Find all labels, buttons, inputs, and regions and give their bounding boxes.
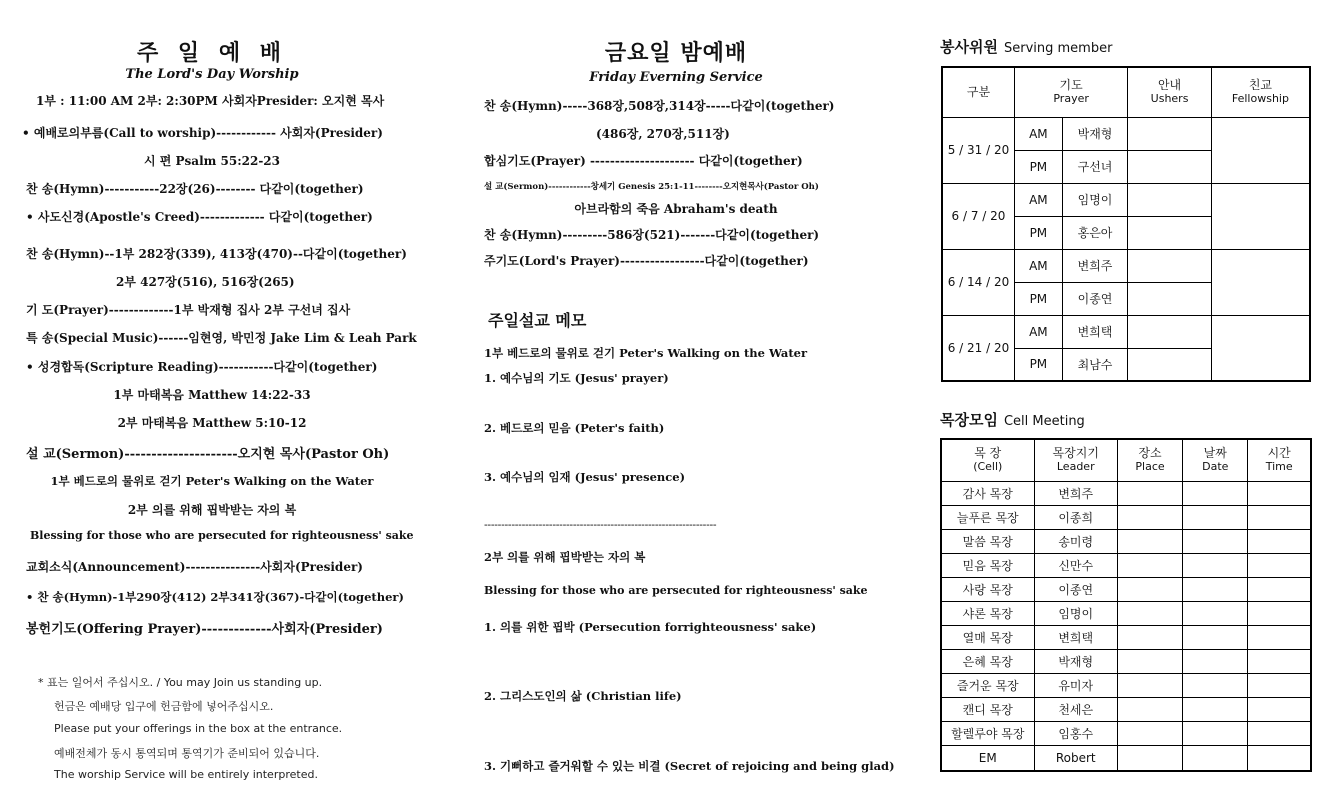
leader-name: 임명이 (1034, 601, 1117, 625)
date-cell (1183, 601, 1248, 625)
ushers-cell (1128, 183, 1212, 216)
memo-line: 3. 예수님의 임재 (Jesus' presence) (484, 470, 686, 484)
cell-name: 즐거운 목장 (941, 673, 1034, 697)
table-row (941, 577, 1311, 601)
date-cell (1183, 553, 1248, 577)
time-cell (1248, 649, 1311, 673)
ushers-cell (1128, 249, 1212, 282)
place-cell (1117, 601, 1182, 625)
place-cell (1117, 553, 1182, 577)
header-fellowship: 친교 Fellowship (1211, 67, 1310, 117)
memo-line: 2. 그리스도인의 삶 (Christian life) (484, 689, 682, 703)
header-date: 날짜 Date (1183, 439, 1248, 481)
memo-line: 2. 베드로의 믿음 (Peter's faith) (484, 421, 665, 435)
leader-name: 임홍수 (1034, 721, 1117, 745)
leader-name: 유미자 (1034, 673, 1117, 697)
note-line: 예배전체가 동시 통역되며 통역기가 준비되어 있습니다. (54, 747, 320, 760)
note-line: * 표는 일어서 주십시오. / You may Join us standing up. (38, 676, 323, 689)
header-place: 장소 Place (1117, 439, 1182, 481)
leader-name: 신만수 (1034, 553, 1117, 577)
fellowship-cell (1211, 117, 1310, 183)
serving-table (941, 66, 1311, 382)
time-cell (1248, 697, 1311, 721)
fellowship-cell (1211, 249, 1310, 315)
memo-line: 3. 기뻐하고 즐거워할 수 있는 비결 (Secret of rejoicing and being glad) (484, 759, 895, 773)
serving-header (940, 36, 1112, 57)
order-item: 찬 송(Hymn)--1부 282장(339), 413장(470)--다같이(together) (26, 247, 407, 261)
place-cell (1117, 505, 1182, 529)
cell-name: 은혜 목장 (941, 649, 1034, 673)
date-cell: 6 / 14 / 20 (942, 249, 1014, 315)
cell-name: 감사 목장 (941, 481, 1034, 505)
place-cell (1117, 649, 1182, 673)
cell-name: 말씀 목장 (941, 529, 1034, 553)
sunday-time-line: 1부 : 11:00 AM 2부: 2:30PM 사회자Presider: 오지현 목사 (36, 94, 385, 108)
time-cell (1248, 673, 1311, 697)
table-row (941, 505, 1311, 529)
time-cell (1248, 553, 1311, 577)
memo-line: Blessing for those who are persecuted for righteousness' sake (484, 584, 868, 597)
date-cell (1183, 625, 1248, 649)
place-cell (1117, 625, 1182, 649)
sunday-subtitle: The Lord's Day Worship (125, 67, 299, 82)
date-cell (1183, 577, 1248, 601)
memo-line: 1. 의를 위한 핍박 (Persecution forrighteousness' sake) (484, 620, 817, 634)
name-cell: 구선녀 (1062, 150, 1128, 183)
place-cell (1117, 529, 1182, 553)
order-item: 아브라함의 죽음 Abraham's death (574, 202, 778, 216)
table-row (941, 601, 1311, 625)
table-row (941, 553, 1311, 577)
date-cell: 6 / 21 / 20 (942, 315, 1014, 381)
leader-name: 이종연 (1034, 577, 1117, 601)
serving-title-en: Serving member (1003, 41, 1113, 56)
order-item: 2부 의를 위해 핍박받는 자의 복 (127, 503, 297, 517)
fellowship-cell (1211, 183, 1310, 249)
name-cell: 변희택 (1062, 315, 1128, 348)
order-item: 설 교(Sermon)------------창세기 Genesis 25:1-11--------오지현목사(Pastor Oh) (484, 182, 819, 192)
table-row (941, 673, 1311, 697)
time-cell (1248, 577, 1311, 601)
table-row (942, 183, 1310, 216)
place-cell (1117, 577, 1182, 601)
order-item: Blessing for those who are persecuted for righteousness' sake (30, 529, 414, 542)
table-row (941, 649, 1311, 673)
order-item: 봉헌기도(Offering Prayer)-------------사회자(Presider) (26, 622, 383, 637)
order-item: 기 도(Prayer)-------------1부 박재형 집사 2부 구선녀 집사 (26, 303, 351, 317)
order-item: 2부 427장(516), 516장(265) (116, 275, 295, 289)
leader-name: 박재형 (1034, 649, 1117, 673)
order-item: 찬 송(Hymn)-----------22장(26)-------- 다같이(together) (26, 182, 364, 196)
date-cell (1183, 481, 1248, 505)
pm-cell: PM (1014, 150, 1062, 183)
table-row (942, 315, 1310, 348)
leader-name: Robert (1034, 745, 1117, 771)
sunday-title: 주 일 예 배 (137, 41, 287, 66)
date-cell (1183, 673, 1248, 697)
date-cell (1183, 505, 1248, 529)
am-cell: AM (1014, 315, 1062, 348)
order-item: 1부 베드로의 물위로 걷기 Peter's Walking on the Water (50, 474, 374, 488)
order-item: • 찬 송(Hymn)-1부290장(412) 2부341장(367)-다같이(together) (26, 590, 404, 604)
place-cell (1117, 721, 1182, 745)
am-cell: AM (1014, 117, 1062, 150)
memo-title: 주일설교 메모 (488, 311, 587, 330)
ushers-cell (1128, 315, 1212, 348)
table-row (942, 117, 1310, 150)
leader-name: 변희주 (1034, 481, 1117, 505)
order-item: 1부 마태복음 Matthew 14:22-33 (113, 388, 311, 402)
place-cell (1117, 697, 1182, 721)
order-item: 주기도(Lord's Prayer)-----------------다같이(together) (484, 254, 809, 268)
date-cell: 6 / 7 / 20 (942, 183, 1014, 249)
time-cell (1248, 745, 1311, 771)
cell-table (940, 438, 1312, 772)
leader-name: 송미령 (1034, 529, 1117, 553)
cell-title: 목장모임 (940, 411, 998, 429)
am-cell: AM (1014, 183, 1062, 216)
table-row (941, 745, 1311, 771)
pm-cell: PM (1014, 216, 1062, 249)
order-item: (486장, 270장,511장) (596, 127, 730, 141)
date-cell (1183, 529, 1248, 553)
table-row (941, 529, 1311, 553)
leader-name: 이종희 (1034, 505, 1117, 529)
serving-title: 봉사위원 (940, 38, 998, 56)
cell-name: 샤론 목장 (941, 601, 1034, 625)
table-row (941, 721, 1311, 745)
name-cell: 변희주 (1062, 249, 1128, 282)
cell-name: 캔디 목장 (941, 697, 1034, 721)
table-row (941, 481, 1311, 505)
time-cell (1248, 505, 1311, 529)
header-prayer: 기도 Prayer (1014, 67, 1127, 117)
header-ushers: 안내 Ushers (1128, 67, 1212, 117)
name-cell: 이종연 (1062, 282, 1128, 315)
order-item: 설 교(Sermon)---------------------오지현 목사(Pastor Oh) (26, 447, 390, 462)
fellowship-cell (1211, 315, 1310, 381)
cell-name: 할렐루야 목장 (941, 721, 1034, 745)
serving-header-row (942, 67, 1310, 117)
header-time: 시간 Time (1248, 439, 1311, 481)
note-line: The worship Service will be entirely interpreted. (54, 768, 318, 781)
pm-cell: PM (1014, 348, 1062, 381)
cell-title-en: Cell Meeting (1003, 414, 1085, 429)
date-cell: 5 / 31 / 20 (942, 117, 1014, 183)
am-cell: AM (1014, 249, 1062, 282)
ushers-cell (1128, 282, 1212, 315)
date-cell (1183, 721, 1248, 745)
order-item: 2부 마태복음 Matthew 5:10-12 (117, 416, 307, 430)
name-cell: 임명이 (1062, 183, 1128, 216)
order-item: 찬 송(Hymn)---------586장(521)-------다같이(together) (484, 228, 820, 242)
leader-name: 변희택 (1034, 625, 1117, 649)
name-cell: 최남수 (1062, 348, 1128, 381)
memo-line: 2부 의를 위해 핍박받는 자의 복 (484, 550, 646, 564)
friday-title: 금요일 밤예배 (604, 41, 748, 66)
note-line: 헌금은 예배당 입구에 헌금함에 넣어주십시오. (54, 700, 274, 713)
table-row (942, 249, 1310, 282)
header-category: 구분 (942, 67, 1014, 117)
pm-cell: PM (1014, 282, 1062, 315)
table-row (941, 625, 1311, 649)
place-cell (1117, 481, 1182, 505)
order-item: 합심기도(Prayer) --------------------- 다같이(together) (484, 154, 803, 168)
place-cell (1117, 673, 1182, 697)
order-item: • 예배로의부름(Call to worship)------------ 사회자(Presider) (22, 126, 383, 140)
cell-name: 늘푸른 목장 (941, 505, 1034, 529)
table-row (941, 697, 1311, 721)
memo-divider: -------------------------------------------------------------------- (484, 518, 717, 531)
cell-name: 열매 목장 (941, 625, 1034, 649)
time-cell (1248, 601, 1311, 625)
date-cell (1183, 697, 1248, 721)
note-line: Please put your offerings in the box at the entrance. (54, 722, 343, 735)
date-cell (1183, 649, 1248, 673)
ushers-cell (1128, 150, 1212, 183)
date-cell (1183, 745, 1248, 771)
order-item: • 사도신경(Apostle's Creed)------------- 다같이(together) (26, 210, 373, 224)
name-cell: 홍은아 (1062, 216, 1128, 249)
cell-name: 사랑 목장 (941, 577, 1034, 601)
memo-line: 1. 예수님의 기도 (Jesus' prayer) (484, 371, 669, 385)
order-item: 시 편 Psalm 55:22-23 (143, 154, 281, 168)
header-cell: 목 장 (Cell) (941, 439, 1034, 481)
header-leader: 목장지기 Leader (1034, 439, 1117, 481)
leader-name: 천세은 (1034, 697, 1117, 721)
cell-name: EM (941, 745, 1034, 771)
cell-header (940, 409, 1085, 430)
memo-line: 1부 베드로의 물위로 걷기 Peter's Walking on the Water (484, 346, 808, 360)
time-cell (1248, 481, 1311, 505)
name-cell: 박재형 (1062, 117, 1128, 150)
order-item: 찬 송(Hymn)-----368장,508장,314장-----다같이(together) (484, 99, 835, 113)
order-item: 교회소식(Announcement)---------------사회자(Presider) (26, 560, 363, 574)
ushers-cell (1128, 117, 1212, 150)
time-cell (1248, 529, 1311, 553)
time-cell (1248, 721, 1311, 745)
time-cell (1248, 625, 1311, 649)
cell-name: 믿음 목장 (941, 553, 1034, 577)
cell-header-row (941, 439, 1311, 481)
ushers-cell (1128, 216, 1212, 249)
order-item: 특 송(Special Music)------임현영, 박민정 Jake Lim & Leah Park (26, 331, 417, 345)
order-item: • 성경합독(Scripture Reading)-----------다같이(together) (26, 360, 378, 374)
ushers-cell (1128, 348, 1212, 381)
friday-subtitle: Friday Everning Service (589, 70, 763, 85)
place-cell (1117, 745, 1182, 771)
